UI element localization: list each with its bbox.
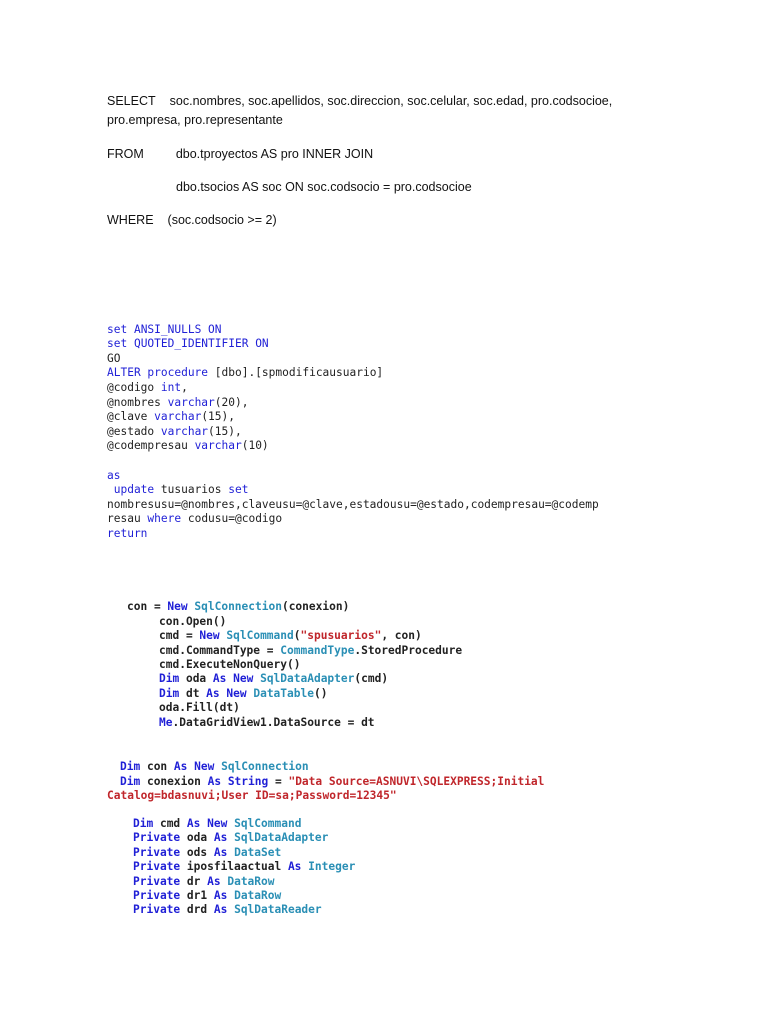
field-as-keyword: As [213,845,228,859]
vb-connection-block [127,586,462,759]
code-line: set QUOTED_IDENTIFIER ON [107,337,269,351]
code-line: Catalog=bdasnuvi;User ID=sa;Password=12345" [107,789,397,803]
code-line [133,903,355,917]
field-as-keyword: As [213,889,228,903]
field-modifier: Private [133,860,181,874]
code-line: Dim dt As New DataTable() [159,686,328,700]
code-line: @nombres varchar(20), [107,395,249,409]
sql-query-select-line [107,93,612,109]
sql-query-from-line [107,146,373,162]
code-line [133,831,355,845]
sql-query-join-line [176,179,472,195]
field-as-keyword: As [287,860,302,874]
field-name: dr1 [180,889,214,903]
field-type: SqlDataAdapter [234,831,329,845]
code-line: @codigo int, [107,380,188,394]
code-line: Dim conexion As String = "Data Source=ASNUVI\SQLEXPRESS;Initial [120,774,545,788]
sql-select-columns: soc.nombres, soc.apellidos, soc.direccion, soc.celular, soc.edad, pro.codsocioe, [169,94,613,108]
field-modifier: Private [133,874,181,888]
field-type: DataRow [234,889,282,903]
code-line: @codempresau varchar(10) [107,439,269,453]
code-line [133,875,355,889]
sql-where-condition: (soc.codsocio >= 2) [167,213,277,227]
field-type: DataRow [227,874,275,888]
field-modifier: Private [133,889,181,903]
code-line: Me.DataGridView1.DataSource = dt [159,715,375,729]
code-line: update tusuarios set [107,483,249,497]
field-modifier: Private [133,845,181,859]
field-modifier: Private [133,903,181,917]
code-line: Dim oda As New SqlDataAdapter(cmd) [159,672,389,686]
code-line: return [107,526,148,540]
sql-query-select-line-2 [107,112,283,128]
code-line: as [107,468,121,482]
code-line [133,860,355,874]
code-line: nombresusu=@nombres,claveusu=@clave,estadousu=@estado,codempresau=@codemp [107,497,599,511]
field-as-keyword: As [207,874,221,888]
code-line: con.Open() [159,614,227,628]
code-line [133,846,355,860]
field-modifier: Private [133,831,181,845]
code-line: cmd.ExecuteNonQuery() [159,658,301,672]
field-name: cmd [153,817,187,830]
field-as-keyword: As [213,831,228,845]
code-line: oda.Fill(dt) [159,701,240,715]
field-name: iposfilaactual [180,860,288,874]
field-type: SqlCommand [234,817,302,830]
field-type: SqlDataReader [234,903,322,917]
field-as-keyword: As [213,903,228,917]
code-line: GO [107,351,121,365]
code-line [133,889,355,903]
field-name: ods [180,845,214,859]
field-name: drd [180,903,214,917]
sql-select-keyword: SELECT [107,94,156,108]
code-line: ALTER procedure [dbo].[spmodificausuario] [107,366,384,380]
field-type: DataSet [234,845,282,859]
sql-query-where-line [107,212,277,228]
code-line: set ANSI_NULLS ON [107,322,222,336]
sql-from-table: dbo.tproyectos AS pro INNER JOIN [175,147,374,161]
code-line: resau where codusu=@codigo [107,512,283,526]
sql-select-columns-cont: pro.empresa, pro.representante [107,113,283,127]
field-name: oda [180,831,214,845]
field-type: Integer [308,860,356,874]
code-line [133,817,355,831]
code-line: Dim con As New SqlConnection [120,760,309,774]
stored-procedure-block [107,308,599,571]
code-line: @clave varchar(15), [107,410,235,424]
field-name: dr [180,874,208,888]
code-line: @estado varchar(15), [107,424,242,438]
code-line: cmd = New SqlCommand("spusuarios", con) [159,629,422,643]
code-line: cmd.CommandType = CommandType.StoredProcedure [159,643,463,657]
sql-where-keyword: WHERE [107,213,154,227]
code-line: con = New SqlConnection(conexion) [127,600,350,614]
field-as-keyword: As New [186,817,228,830]
sql-from-keyword: FROM [107,147,144,161]
field-modifier: Dim [133,817,154,830]
vb-private-fields-block [133,817,355,918]
sql-join-table: dbo.tsocios AS soc ON soc.codsocio = pro.codsocioe [176,180,472,194]
code-line-blank [107,454,599,469]
